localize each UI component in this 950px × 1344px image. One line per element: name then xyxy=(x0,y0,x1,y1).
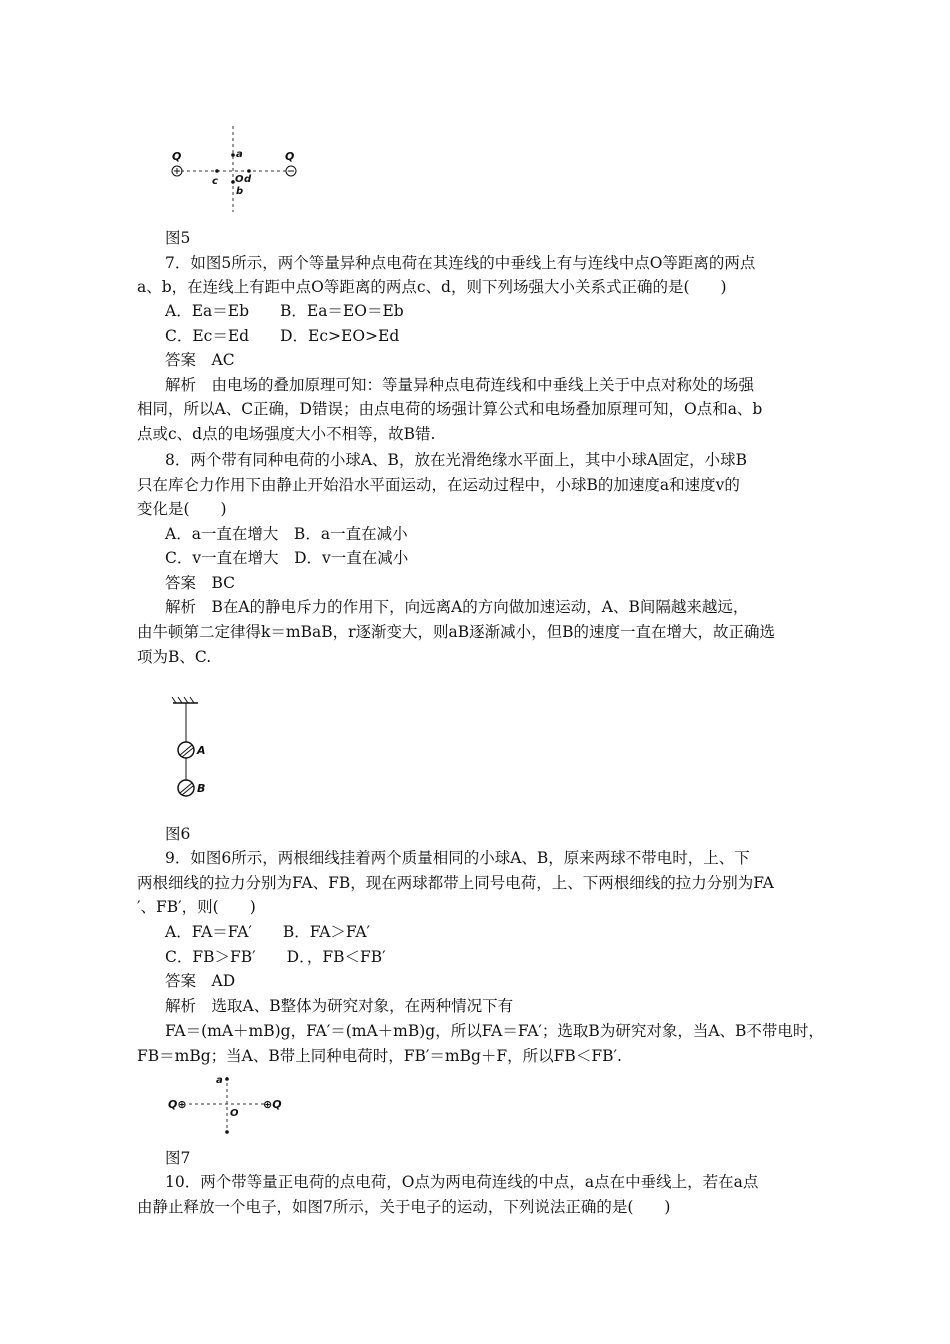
figure-6-diagram xyxy=(168,695,228,805)
q9-stem-line-3: ′、FB′，则( ) xyxy=(137,898,256,916)
fig5-q-left-label: Q xyxy=(172,150,182,163)
q10-stem-line-2: 由静止释放一个电子，如图7所示，关于电子的运动，下列说法正确的是( ) xyxy=(137,1198,671,1216)
q9-analysis-line-1: 解析 选取A、B整体为研究对象，在两种情况下有 xyxy=(165,997,514,1015)
q10-stem-line-1: 10．两个带等量正电荷的点电荷，O点为两电荷连线的中点，a点在中垂线上，若在a点 xyxy=(165,1173,759,1191)
q9-options-ab: A．FA＝FA′ B．FA＞FA′ xyxy=(165,923,371,941)
q8-stem-line-2: 只在库仑力作用下由静止开始沿水平面运动，在运动过程中，小球B的加速度a和速度v的 xyxy=(137,476,740,494)
q7-analysis-line-1: 解析 由电场的叠加原理可知：等量异种点电荷连线和中垂线上关于中点对称处的场强 xyxy=(165,376,755,394)
fig7-q-right-label: ⊕Q xyxy=(263,1098,282,1111)
figure-7-caption: 图7 xyxy=(165,1149,191,1167)
q9-answer: 答案 AD xyxy=(165,972,236,990)
q8-stem-line-3: 变化是( ) xyxy=(137,500,227,518)
q9-stem-line-2: 两根细线的拉力分别为FA、FB，现在两球都带上同号电荷，上、下两根细线的拉力分别为FA xyxy=(137,874,774,892)
q8-options-ab: A．a一直在增大 B．a一直在减小 xyxy=(165,525,408,543)
fig7-a-label: a xyxy=(216,1075,223,1086)
fig7-o-label: O xyxy=(230,1108,239,1119)
figure-5-diagram xyxy=(165,122,315,217)
q9-analysis-line-3: FB＝mBg；当A、B带上同种电荷时，FB′＝mBg＋F，所以FB＜FB′. xyxy=(137,1047,622,1065)
figure-5-caption: 图5 xyxy=(165,229,191,247)
q7-answer: 答案 AC xyxy=(165,351,235,369)
fig5-a-label: a xyxy=(236,149,243,160)
q7-analysis-line-3: 点或c、d点的电场强度大小不相等，故B错. xyxy=(137,425,436,443)
q7-stem-line-1: 7．如图5所示，两个等量异种点电荷在其连线的中垂线上有与连线中点O等距离的两点 xyxy=(165,254,756,272)
q8-options-cd: C．v一直在增大 D．v一直在减小 xyxy=(165,549,409,567)
q8-analysis-line-3: 项为B、C. xyxy=(137,648,212,666)
fig6-b-label: B xyxy=(197,782,206,795)
figure-7-diagram xyxy=(165,1069,295,1139)
q7-options-ab: A．Ea＝Eb B．Ea＝EO＝Eb xyxy=(165,302,404,320)
fig5-b-label: b xyxy=(236,186,244,197)
q9-stem-line-1: 9．如图6所示，两根细线挂着两个质量相同的小球A、B，原来两球不带电时，上、下 xyxy=(165,849,750,867)
fig5-c-label: c xyxy=(212,176,218,187)
q7-options-cd: C．Ec＝Ed D．Ec>EO>Ed xyxy=(165,327,400,345)
fig5-q-right-label: Q xyxy=(285,150,295,163)
fig7-q-left-label: Q⊕ xyxy=(168,1098,187,1111)
fig6-a-label: A xyxy=(197,744,206,757)
q7-stem-line-2: a、b，在连线上有距中点O等距离的两点c、d，则下列场强大小关系式正确的是( ) xyxy=(137,278,727,296)
q8-answer: 答案 BC xyxy=(165,574,236,592)
fig5-d-label: d xyxy=(244,174,252,185)
figure-6-caption: 图6 xyxy=(165,825,191,843)
fig5-o-label: O xyxy=(235,174,244,185)
q9-options-cd: C．FB＞FB′ D．，FB＜FB′ xyxy=(165,948,386,966)
q9-analysis-line-2: FA＝(mA＋mB)g，FA′＝(mA＋mB)g，所以FA＝FA′；选取B为研究对象，当A、B不带电时， xyxy=(165,1022,824,1040)
q8-analysis-line-1: 解析 B在A的静电斥力的作用下，向远离A的方向做加速运动，A、B间隔越来越远， xyxy=(165,598,749,616)
q8-analysis-line-2: 由牛顿第二定律得k＝mBaB，r逐渐变大，则aB逐渐减小，但B的速度一直在增大，故正确选 xyxy=(137,623,776,641)
q8-stem-line-1: 8．两个带有同种电荷的小球A、B，放在光滑绝缘水平面上，其中小球A固定，小球B xyxy=(165,451,748,469)
q7-analysis-line-2: 相同，所以A、C正确，D错误；由点电荷的场强计算公式和电场叠加原理可知，O点和a、b xyxy=(137,400,763,418)
